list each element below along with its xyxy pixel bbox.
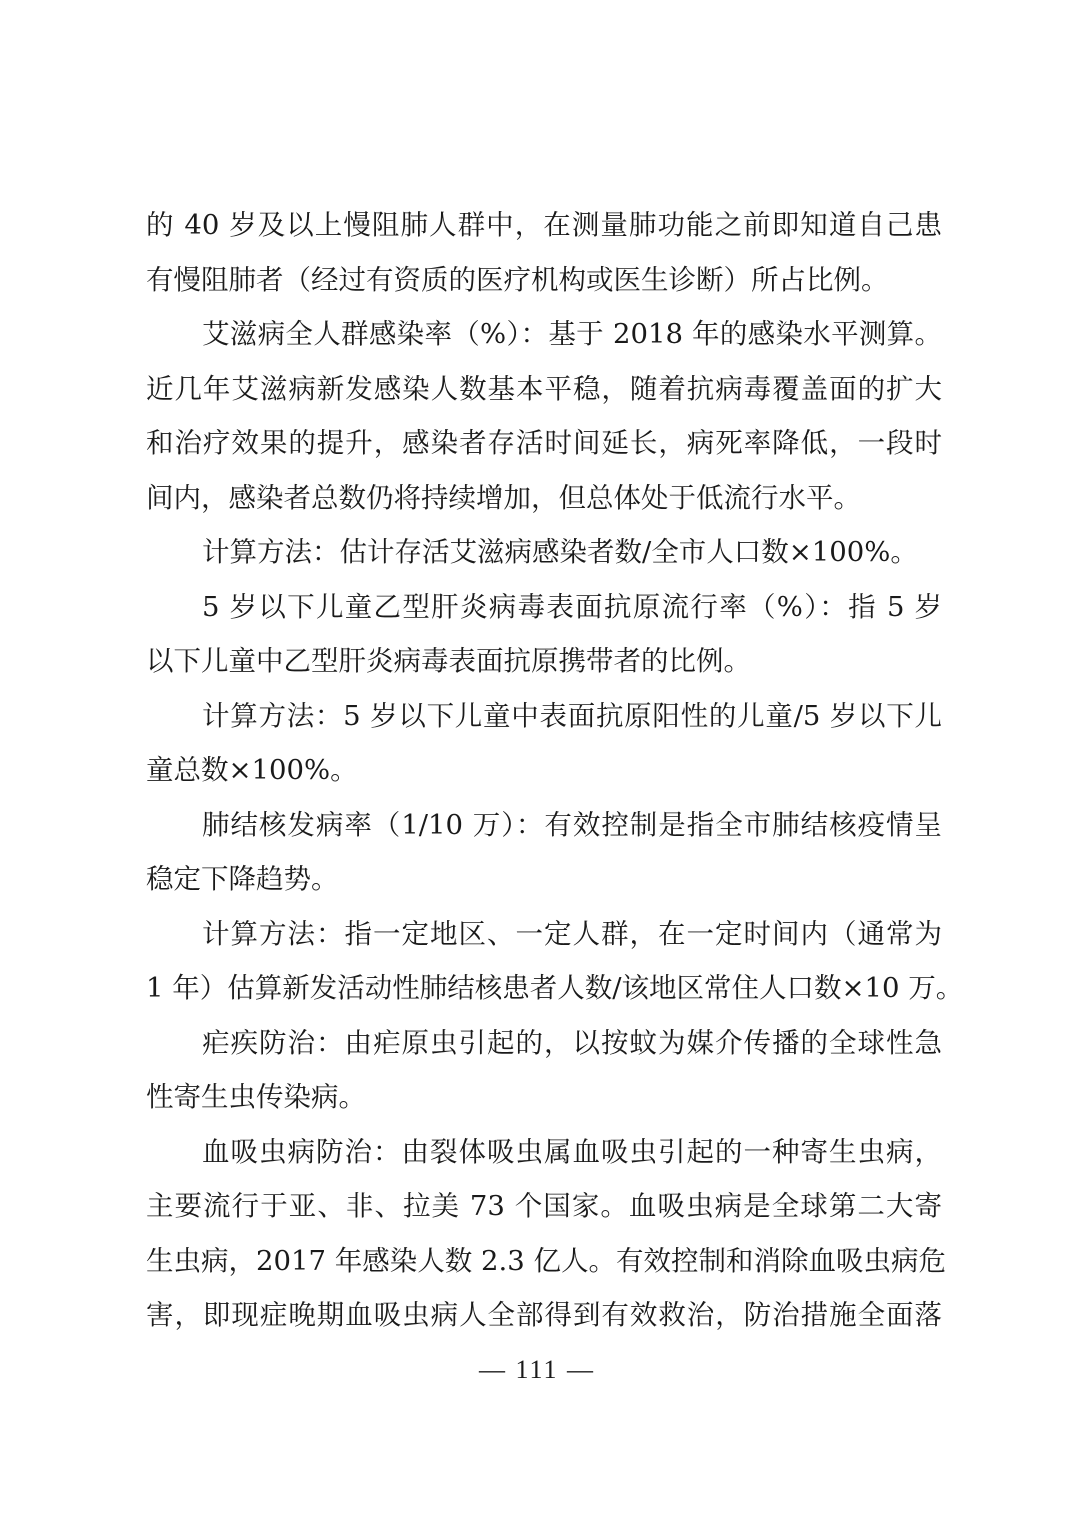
text-line: 的 40 岁及以上慢阻肺人群中，在测量肺功能之前即知道自己患 — [146, 209, 942, 241]
text-line: 计算方法：估计存活艾滋病感染者数/全市人口数×100%。 — [202, 536, 918, 568]
text-line: 艾滋病全人群感染率（%）：基于 2018 年的感染水平测算。 — [202, 318, 942, 350]
text-line: 主要流行于亚、非、拉美 73 个国家。血吸虫病是全球第二大寄 — [146, 1190, 942, 1222]
text-line: 1 年）估算新发活动性肺结核患者人数/该地区常住人口数×10 万。 — [146, 972, 964, 1004]
text-line: 生虫病，2017 年感染人数 2.3 亿人。有效控制和消除血吸虫病危 — [146, 1244, 946, 1277]
text-line: 5 岁以下儿童乙型肝炎病毒表面抗原流行率（%）：指 5 岁 — [202, 590, 942, 623]
document-body — [146, 198, 964, 1343]
text-line: 和治疗效果的提升，感染者存活时间延长，病死率降低，一段时 — [146, 427, 942, 459]
text-line: 害，即现症晚期血吸虫病人全部得到有效救治，防治措施全面落 — [146, 1299, 942, 1331]
text-line: 计算方法：5 岁以下儿童中表面抗原阳性的儿童/5 岁以下儿 — [202, 699, 942, 732]
text-line: 近几年艾滋病新发感染人数基本平稳，随着抗病毒覆盖面的扩大 — [146, 372, 942, 405]
text-line: 计算方法：指一定地区、一定人群，在一定时间内（通常为 — [202, 917, 942, 950]
text-line: 有慢阻肺者（经过有资质的医疗机构或医生诊断）所占比例。 — [146, 263, 889, 296]
page-number: — 111 — — [478, 1355, 596, 1384]
text-line: 血吸虫病防治：由裂体吸虫属血吸虫引起的一种寄生虫病， — [202, 1135, 942, 1168]
text-line: 疟疾防治：由疟原虫引起的，以按蚊为媒介传播的全球性急 — [202, 1026, 942, 1059]
text-line: 以下儿童中乙型肝炎病毒表面抗原携带者的比例。 — [146, 645, 751, 677]
text-line: 间内，感染者总数仍将持续增加，但总体处于低流行水平。 — [146, 481, 861, 514]
text-line: 性寄生虫传染病。 — [146, 1081, 366, 1113]
text-line: 童总数×100%。 — [146, 754, 358, 786]
text-line: 肺结核发病率（1/10 万）：有效控制是指全市肺结核疫情呈 — [202, 808, 942, 841]
text-line: 稳定下降趋势。 — [146, 863, 339, 895]
